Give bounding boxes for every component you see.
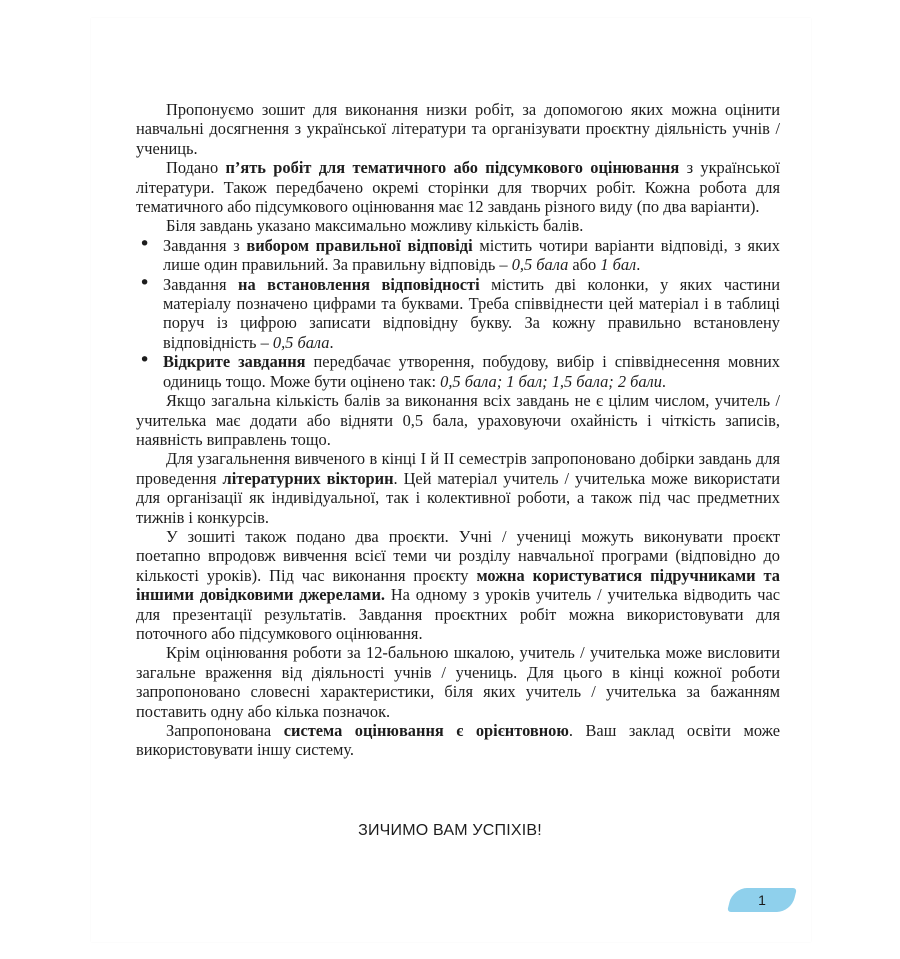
paragraph-quizzes: Для узагальнення вивченого в кінці І й ІІ семестрів запропоновано добірки завдань для проведення літературних вікторин. Цей матеріал учитель / учителька може використати для організації як індивідуальної, так і колективної роботи, а також під час предметних тижнів і конкурсів. xyxy=(136,449,780,527)
paragraph-works: Подано п’ять робіт для тематичного або підсумкового оцінювання з української літератури. Також передбачено окремі сторінки для творчих робіт. Кожна робота для тематичного або підсумкового оцінювання має 12 завдань різного виду (по два варіанти). xyxy=(136,158,780,217)
quizzes-emphasis: літературних вікторин xyxy=(222,468,394,488)
paragraph-system: Запропонована система оцінювання є орієнтовною. Ваш заклад освіти може використовувати іншу систему. xyxy=(136,721,780,760)
closing-wish: ЗИЧИМО ВАМ УСПІХІВ! xyxy=(358,822,542,839)
page-number: 1 xyxy=(758,892,766,908)
list-item-choice: • Завдання з вибором правильної відповіді містить чотири варіанти відповіді, з яких лише один правильний. За правильну відповідь – 0,5 бала або 1 бал. xyxy=(163,236,780,275)
paragraph-rounding: Якщо загальна кількість балів за виконання всіх завдань не є цілим числом, учитель / учителька має додати або відняти 0,5 бала, ураховуючи охайність і чіткість записів, наявність виправлень тощо. xyxy=(136,391,780,449)
task-type-list xyxy=(136,236,780,391)
list-item-matching: • Завдання на встановлення відповідності містить дві колонки, у яких частини матеріалу позначено цифрами та буквами. Треба співвіднести цей матеріал і в таблиці поруч із цифрою записати відповідну букву. За кожну правильно встановлену відповідність – 0,5 бала. xyxy=(163,275,780,353)
paragraph-characteristics: Крім оцінювання роботи за 12-бальною шкалою, учитель / учителька може висловити загальне враження від діяльності учнів / учениць. Для цього в кінці кожної роботи запропоновано словесні характеристики, біля яких учитель / учителька за бажанням поставить одну або кілька позначок. xyxy=(136,643,780,721)
works-emphasis: п’ять робіт для тематичного або підсумкового оцінювання xyxy=(225,158,680,178)
projects-emphasis: можна користуватися підручниками та іншими довідковими джерелами. xyxy=(136,565,780,605)
body-text xyxy=(136,100,780,760)
system-emphasis: система оцінювання є орієнтовною xyxy=(283,721,569,740)
list-item-open: • Відкрите завдання передбачає утворення, побудову, вибір і співвіднесення мовних одиниць тощо. Може бути оцінено так: 0,5 бала; 1 бал; 1,5 бала; 2 бали. xyxy=(163,352,780,391)
paragraph-projects: У зошиті також подано два проєкти. Учні / учениці можуть виконувати проєкт поетапно впродовж вивчення всієї теми чи розділу навчальної програми (відповідно до кількості уроків). Під час виконання проєкту можна користуватися підручниками та іншими довідковими джерелами. На одному з уроків учитель / учителька відводить час для презентації результатів. Завдання проєктних робіт можна використовувати для поточного або підсумкового оцінювання. xyxy=(136,526,781,643)
paragraph-intro: Пропонуємо зошит для виконання низки робіт, за допомогою яких можна оцінити навчальні досягнення з української літератури та організувати проєктну діяльність учнів / учениць. xyxy=(136,100,780,158)
paragraph-points: Біля завдань указано максимально можливу кількість балів. xyxy=(166,216,584,236)
